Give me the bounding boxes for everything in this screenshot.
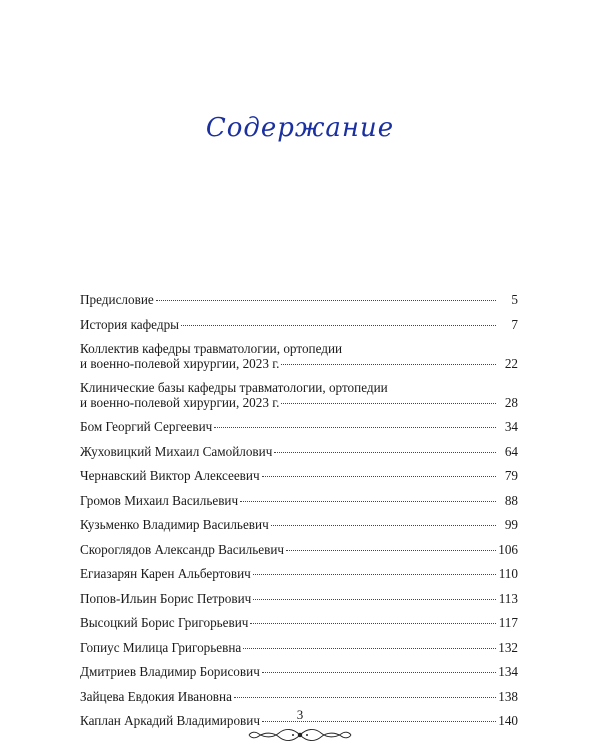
- dot-leader: [234, 697, 496, 698]
- toc-entry[interactable]: [80, 380, 518, 410]
- toc-entry-title: Кузьменко Владимир Васильевич: [80, 517, 269, 532]
- toc-entry-page: 5: [511, 292, 518, 307]
- dot-leader: [281, 364, 496, 365]
- toc-entry-line: [80, 419, 518, 434]
- toc-entry[interactable]: [80, 468, 518, 483]
- toc-entry-page: 117: [498, 615, 518, 630]
- toc-entry-line: [80, 444, 518, 459]
- toc-entry-title: Скороглядов Александр Васильевич: [80, 541, 285, 557]
- toc-entry-page: 140: [498, 713, 518, 728]
- toc-entry-line: [80, 689, 518, 704]
- toc-entry-page: 22: [504, 356, 518, 371]
- dot-leader: [156, 300, 496, 301]
- dot-leader: [271, 525, 496, 526]
- dot-leader: [274, 452, 496, 453]
- toc-entry-page: 113: [498, 590, 518, 606]
- toc-entry-title: и военно-полевой хирургии, 2023 г.: [80, 395, 280, 410]
- table-of-contents: [80, 292, 518, 738]
- toc-entry-title-line: Коллектив кафедры травматологии, ортопедии: [80, 341, 343, 356]
- toc-entry-title: Чернавский Виктор Алексеевич: [80, 468, 260, 483]
- dot-leader: [281, 403, 496, 404]
- toc-entry-line: [80, 356, 518, 371]
- dot-leader: [214, 427, 496, 428]
- toc-entry[interactable]: [80, 591, 518, 606]
- flourish-ornament-icon: [245, 724, 355, 746]
- toc-entry-title: Егиазарян Карен Альбертович: [80, 566, 251, 581]
- toc-entry-page: 138: [498, 688, 518, 704]
- toc-entry-page: 110: [498, 566, 518, 581]
- toc-entry[interactable]: [80, 341, 518, 371]
- dot-leader: [181, 325, 496, 326]
- dot-leader: [250, 623, 496, 624]
- toc-entry-line: [80, 468, 518, 483]
- toc-entry-title: Бом Георгий Сергеевич: [80, 419, 213, 434]
- toc-entry-page: 64: [504, 443, 518, 459]
- toc-entry-title: Гопиус Милица Григорьевна: [80, 639, 242, 655]
- toc-entry-title: Зайцева Евдокия Ивановна: [80, 688, 232, 704]
- toc-entry[interactable]: [80, 640, 518, 655]
- toc-entry-line: [80, 591, 518, 606]
- toc-entry-line: [80, 640, 518, 655]
- toc-entry-page: 132: [498, 639, 518, 655]
- toc-entry-title: Высоцкий Борис Григорьевич: [80, 615, 249, 630]
- dot-leader: [240, 501, 496, 502]
- toc-entry[interactable]: [80, 689, 518, 704]
- toc-entry-line: [80, 395, 518, 410]
- toc-entry-line: [80, 566, 518, 581]
- page-number: 3: [296, 707, 304, 722]
- toc-entry[interactable]: [80, 493, 518, 508]
- toc-entry-title: Каплан Аркадий Владимирович: [80, 713, 260, 728]
- dot-leader: [262, 672, 496, 673]
- toc-entry-line: [80, 517, 518, 532]
- toc-entry-line: [80, 292, 518, 307]
- toc-entry[interactable]: [80, 664, 518, 679]
- toc-entry-line: [80, 615, 518, 630]
- toc-entry[interactable]: [80, 566, 518, 581]
- dot-leader: [253, 599, 496, 600]
- toc-entry-page: 7: [511, 316, 518, 332]
- toc-entry-page: 79: [504, 468, 518, 483]
- toc-entry-title: История кафедры: [80, 316, 180, 332]
- dot-leader: [262, 476, 496, 477]
- toc-entry-title: Предисловие: [80, 292, 154, 307]
- toc-entry-title: и военно-полевой хирургии, 2023 г.: [80, 356, 280, 371]
- toc-entry-title: Громов Михаил Васильевич: [80, 492, 239, 508]
- toc-entry-page: 106: [498, 541, 518, 557]
- toc-entry-page: 28: [504, 395, 518, 410]
- toc-entry-line: [80, 493, 518, 508]
- toc-entry[interactable]: [80, 542, 518, 557]
- dot-leader: [243, 648, 496, 649]
- toc-entry-title: Дмитриев Владимир Борисович: [80, 664, 260, 679]
- toc-entry-title: Попов-Ильин Борис Петрович: [80, 590, 252, 606]
- toc-entry[interactable]: [80, 444, 518, 459]
- toc-entry-page: 134: [498, 664, 518, 679]
- toc-entry[interactable]: [80, 292, 518, 307]
- toc-entry-line: [80, 542, 518, 557]
- toc-entry[interactable]: [80, 517, 518, 532]
- toc-entry-line: [80, 664, 518, 679]
- toc-entry-line: [80, 317, 518, 332]
- toc-entry-page: 99: [504, 517, 518, 532]
- toc-entry[interactable]: [80, 615, 518, 630]
- dot-leader: [286, 550, 496, 551]
- toc-entry-page: 34: [504, 419, 518, 434]
- page-title: Содержание: [205, 113, 395, 143]
- toc-entry-title: Жуховицкий Михаил Самойлович: [80, 443, 273, 459]
- toc-entry-page: 88: [504, 492, 518, 508]
- toc-entry[interactable]: [80, 419, 518, 434]
- dot-leader: [253, 574, 496, 575]
- toc-entry[interactable]: [80, 317, 518, 332]
- toc-entry-title-line: Клинические базы кафедры травматологии, ортопедии: [80, 380, 388, 395]
